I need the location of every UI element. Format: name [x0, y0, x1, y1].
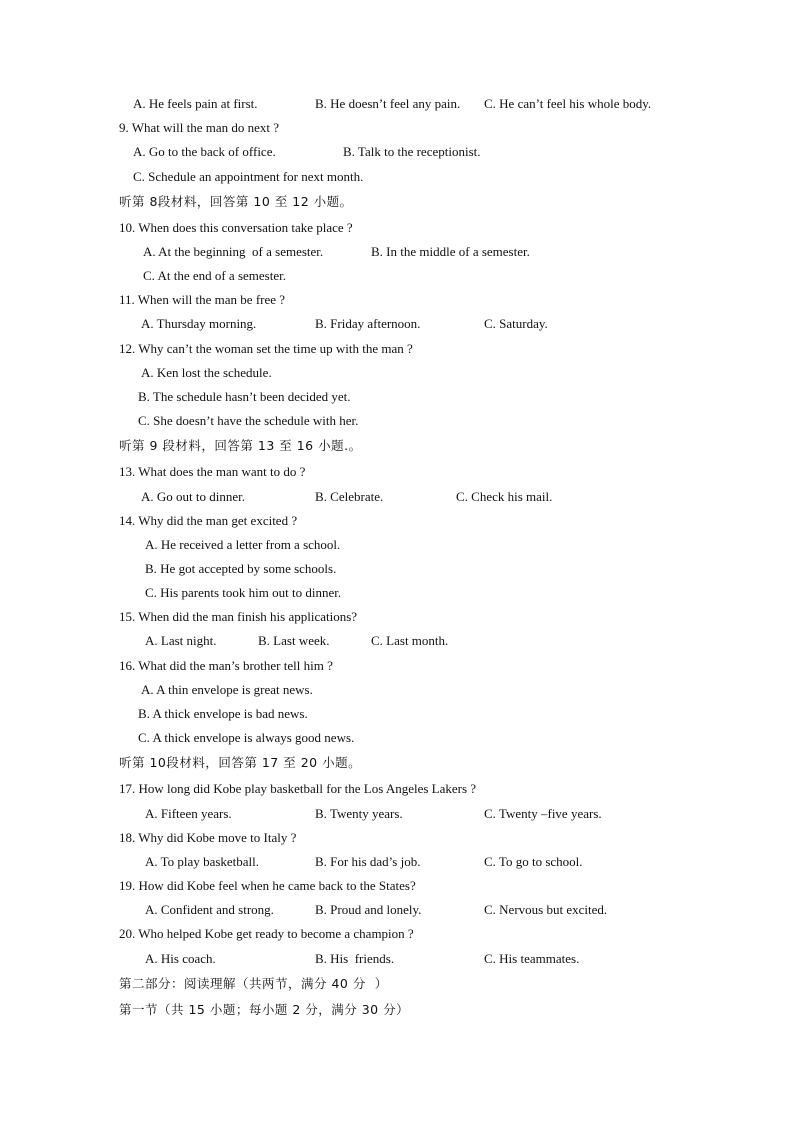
q19-stem: 19. How did Kobe feel when he came back to the States? [119, 878, 416, 893]
q9-option-b: B. Talk to the receptionist. [343, 144, 481, 159]
q9-stem: 9. What will the man do next ? [119, 120, 280, 135]
q17-option-b: B. Twenty years. [315, 806, 403, 821]
q12-option-a: A. Ken lost the schedule. [141, 365, 272, 380]
q13-option-b: B. Celebrate. [315, 489, 384, 504]
q17-option-c: C. Twenty –five years. [484, 806, 602, 821]
q17-stem: 17. How long did Kobe play basketball for the Los Angeles Lakers ? [119, 781, 477, 796]
q10-option-c: C. At the end of a semester. [143, 268, 286, 283]
q14-stem: 14. Why did the man get excited ? [119, 513, 298, 528]
q12-option-b: B. The schedule hasn’t been decided yet. [138, 389, 351, 404]
q20-option-b: B. His friends. [315, 951, 395, 966]
q11-option-a: A. Thursday morning. [141, 316, 257, 331]
section-header-10: 听第 10段材料，回答第 17 至 20 小题。 [119, 755, 362, 770]
q11-option-b: B. Friday afternoon. [315, 316, 421, 331]
q20-option-c: C. His teammates. [484, 951, 580, 966]
q20-option-a: A. His coach. [145, 951, 216, 966]
q11-option-c: C. Saturday. [484, 316, 548, 331]
q8-option-a: A. He feels pain at first. [133, 96, 258, 111]
q10-stem: 10. When does this conversation take place ? [119, 220, 353, 235]
q16-option-b: B. A thick envelope is bad news. [138, 706, 308, 721]
q18-option-b: B. For his dad’s job. [315, 854, 421, 869]
q16-stem: 16. What did the man’s brother tell him ? [119, 658, 333, 673]
q18-stem: 18. Why did Kobe move to Italy ? [119, 830, 297, 845]
part-two-heading: 第二部分：阅读理解（共两节，满分 40 分 ） [119, 976, 388, 991]
q14-option-a: A. He received a letter from a school. [145, 537, 341, 552]
q18-option-a: A. To play basketball. [145, 854, 260, 869]
q11-stem: 11. When will the man be free ? [119, 292, 286, 307]
q8-option-b: B. He doesn’t feel any pain. [315, 96, 461, 111]
q15-option-b: B. Last week. [258, 633, 330, 648]
q20-stem: 20. Who helped Kobe get ready to become a champion ? [119, 926, 414, 941]
section-one-heading: 第一节（共 15 小题；每小题 2 分，满分 30 分） [119, 1002, 410, 1017]
q19-option-a: A. Confident and strong. [145, 902, 274, 917]
q9-option-a: A. Go to the back of office. [133, 144, 276, 159]
q12-stem: 12. Why can’t the woman set the time up with the man ? [119, 341, 413, 356]
q14-option-c: C. His parents took him out to dinner. [145, 585, 342, 600]
q13-option-c: C. Check his mail. [456, 489, 553, 504]
q14-option-b: B. He got accepted by some schools. [145, 561, 337, 576]
q17-option-a: A. Fifteen years. [145, 806, 232, 821]
q16-option-a: A. A thin envelope is great news. [141, 682, 313, 697]
q13-option-a: A. Go out to dinner. [141, 489, 245, 504]
q19-option-b: B. Proud and lonely. [315, 902, 422, 917]
q12-option-c: C. She doesn’t have the schedule with her. [138, 413, 359, 428]
q10-option-a: A. At the beginning of a semester. [143, 244, 324, 259]
section-header-8: 听第 8段材料，回答第 10 至 12 小题。 [119, 194, 353, 209]
q9-option-c: C. Schedule an appointment for next month. [133, 169, 364, 184]
q16-option-c: C. A thick envelope is always good news. [138, 730, 355, 745]
q15-option-c: C. Last month. [371, 633, 449, 648]
q19-option-c: C. Nervous but excited. [484, 902, 608, 917]
q13-stem: 13. What does the man want to do ? [119, 464, 306, 479]
q18-option-c: C. To go to school. [484, 854, 583, 869]
q15-stem: 15. When did the man finish his applications? [119, 609, 358, 624]
section-header-9: 听第 9 段材料，回答第 13 至 16 小题.。 [119, 438, 362, 453]
q8-option-c: C. He can’t feel his whole body. [484, 96, 652, 111]
q10-option-b: B. In the middle of a semester. [371, 244, 530, 259]
q15-option-a: A. Last night. [145, 633, 217, 648]
